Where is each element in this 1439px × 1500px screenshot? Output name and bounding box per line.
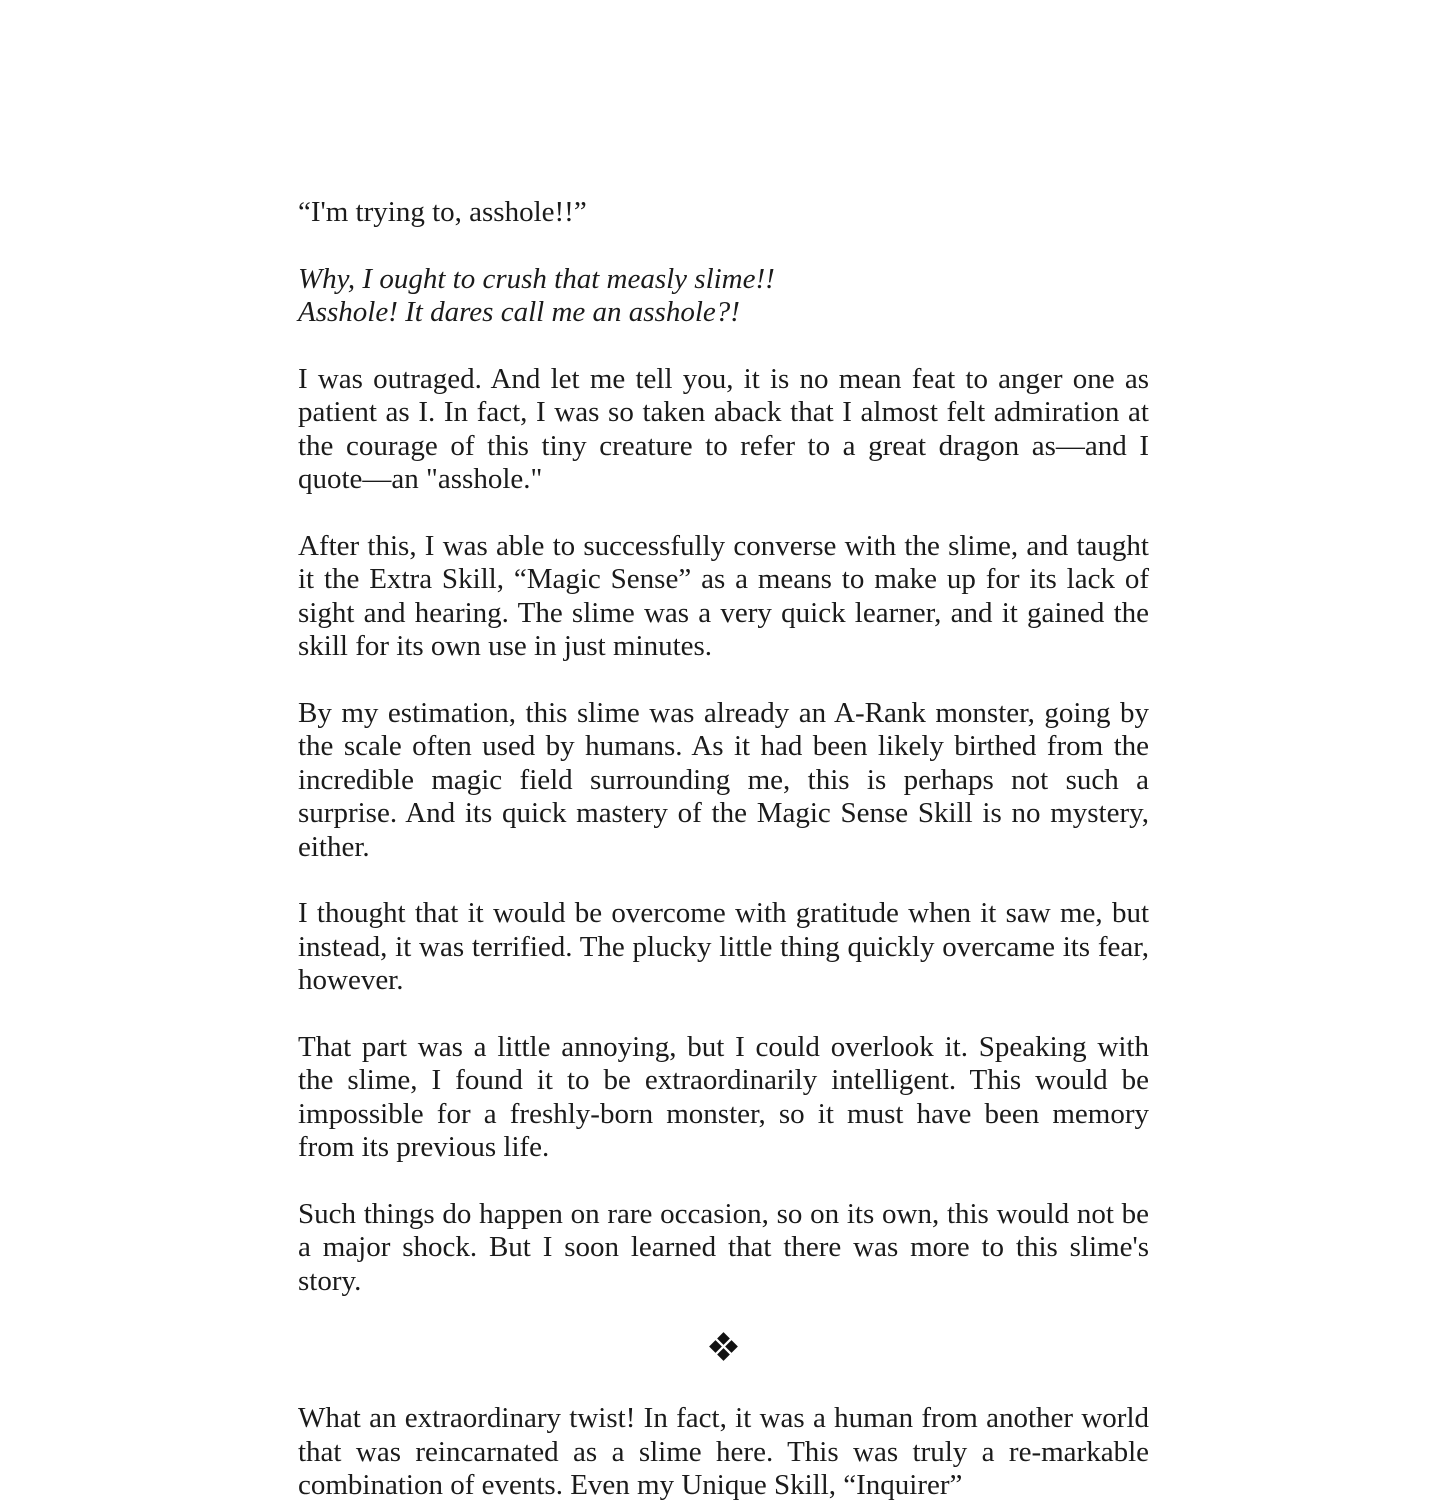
paragraph-6: Such things do happen on rare occasion, so on its own, this would not be a major shock. But I soon learned that there was more to this slime's story.	[298, 1198, 1149, 1297]
italic-line-2: Asshole! It dares call me an asshole?!	[298, 296, 740, 329]
italic-line-1: Why, I ought to crush that measly slime!!	[298, 262, 775, 295]
paragraph-1: I was outraged. And let me tell you, it is no mean feat to anger one as patient as I. In fact, I was so taken aback that I almost felt admiration at the courage of this tiny creature to refer to a great dragon as—and I quote—an "asshole."	[298, 363, 1149, 496]
text-column	[298, 196, 1149, 1500]
four-diamond-ornament-icon	[709, 1332, 739, 1362]
section-separator	[298, 1332, 1149, 1369]
dialogue-line: “I'm trying to, asshole!!”	[298, 196, 587, 228]
paragraph-3: By my estimation, this slime was already an A-Rank monster, going by the scale often used by humans. As it had been likely birthed from the incredible magic field surrounding me, this is perhaps not such a surprise. And its quick mastery of the Magic Sense Skill is no mystery, either.	[298, 697, 1149, 863]
italic-thought	[298, 263, 1149, 330]
paragraph-5: That part was a little annoying, but I could overlook it. Speaking with the slime, I found it to be extraordinarily intelligent. This would be impossible for a freshly-born monster, so it must have been memory from its previous life.	[298, 1031, 1149, 1164]
paragraph-4: I thought that it would be overcome with gratitude when it saw me, but instead, it was terrified. The plucky little thing quickly overcame its fear, however.	[298, 897, 1149, 997]
paragraph-after-separator: What an extraordinary twist! In fact, it was a human from another world that was reincarnated as a slime here. This was truly a re-markable combination of events. Even my Unique Skill, “Inquirer”	[298, 1402, 1149, 1500]
paragraph-2: After this, I was able to successfully converse with the slime, and taught it the Extra Skill, “Magic Sense” as a means to make up for its lack of sight and hearing. The slime was a very quick learner, and it gained the skill for its own use in just minutes.	[298, 530, 1149, 663]
